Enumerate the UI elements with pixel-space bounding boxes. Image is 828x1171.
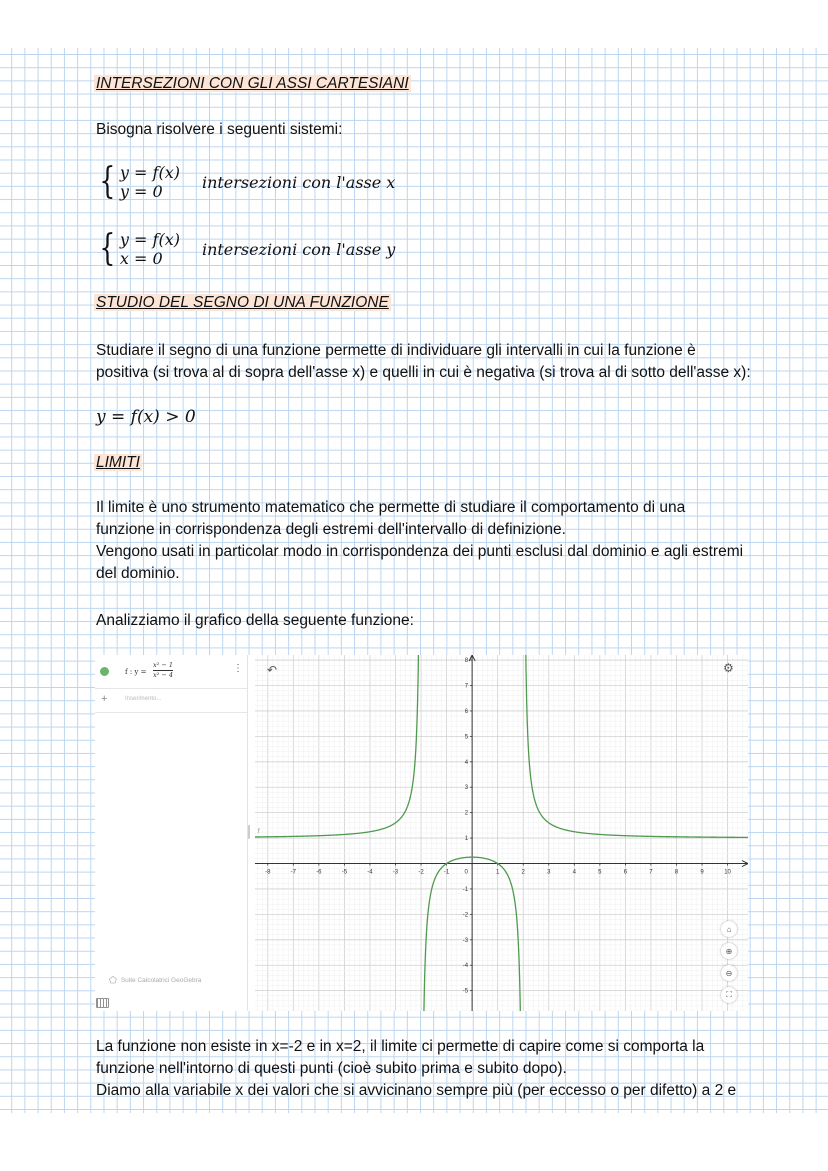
input-row[interactable]	[95, 688, 247, 713]
settings-gear-icon[interactable]: ⚙	[723, 661, 734, 675]
limits-paragraph-line3: Vengono usati in particolar modo in corrispondenza dei punti esclusi dal dominio e agli estremi	[96, 543, 744, 560]
y-tick-label: 2	[464, 810, 469, 817]
y-tick-label: 3	[464, 785, 469, 792]
x-tick-label: -8	[265, 869, 271, 876]
y-tick-label: -3	[462, 937, 469, 944]
system2-description: intersezioni con l'asse y	[201, 239, 396, 259]
intersections-intro: Bisogna risolvere i seguenti sistemi:	[96, 121, 343, 138]
x-tick-label: -5	[341, 869, 348, 876]
curve-label: f	[258, 828, 260, 835]
input-placeholder[interactable]: Inserimento...	[125, 696, 162, 702]
system1-description: intersezioni con l'asse x	[201, 172, 396, 192]
section-heading-intersections: INTERSEZIONI CON GLI ASSI CARTESIANI	[96, 75, 409, 92]
x-tick-label: 0	[464, 869, 468, 876]
geogebra-suite-link[interactable]	[109, 975, 201, 986]
x-tick-label: 7	[649, 869, 653, 876]
x-tick-label: 1	[495, 869, 500, 876]
x-tick-label: 8	[674, 869, 679, 876]
zoom-out-icon[interactable]: ⊖	[721, 965, 737, 981]
section-heading-sign: STUDIO DEL SEGNO DI UNA FUNZIONE	[96, 294, 389, 311]
x-tick-label: -7	[290, 869, 296, 876]
keyboard-icon[interactable]	[96, 998, 109, 1008]
curve-left-branch	[255, 655, 419, 837]
limits-paragraph-line2: funzione in corrispondenza degli estremi dell'intervallo di definizione.	[96, 521, 566, 538]
undo-icon[interactable]: ↶	[267, 663, 278, 677]
x-tick-label: 5	[598, 869, 602, 876]
x-tick-label: 2	[521, 869, 525, 876]
function-entry[interactable]	[95, 655, 247, 689]
geogebra-logo-icon: ⬠	[109, 975, 117, 985]
analyze-intro: Analizziamo il grafico della seguente funzione:	[96, 612, 414, 629]
after-paragraph-line3: Diamo alla variabile x dei valori che si avvicinano sempre più (per eccesso o per difetto) a 2 e	[96, 1082, 737, 1099]
after-paragraph-line2: funzione nell'intorno di questi punti (cioè subito prima e subito dopo).	[96, 1060, 567, 1077]
x-tick-label: -4	[367, 869, 373, 876]
system2-line1: y = f(x)	[119, 230, 180, 249]
y-tick-label: 7	[464, 683, 469, 690]
y-tick-label: 4	[464, 759, 469, 766]
zoom-in-icon[interactable]: ⊕	[721, 943, 737, 959]
limits-paragraph-line1: Il limite è uno strumento matematico che permette di studiare il comportamento di una	[96, 499, 686, 516]
visibility-toggle-dot[interactable]	[100, 667, 109, 676]
x-tick-label: 6	[623, 869, 628, 876]
sign-paragraph-line1: Studiare il segno di una funzione permette di individuare gli intervalli in cui la funzione è	[96, 342, 696, 359]
system-y-axis	[96, 230, 395, 268]
x-tick-label: 9	[700, 869, 704, 876]
sign-formula: y = f(x) > 0	[96, 407, 196, 427]
brace-symbol: {	[99, 161, 116, 202]
system-x-axis	[96, 163, 395, 201]
x-tick-label: -6	[316, 869, 322, 876]
y-tick-label: -2	[462, 912, 469, 919]
function-numerator: x² − 1	[153, 661, 173, 669]
brace-symbol: {	[99, 228, 116, 269]
y-tick-label: 6	[464, 708, 469, 715]
y-tick-label: 8	[464, 658, 469, 665]
x-tick-label: -3	[392, 869, 399, 876]
fullscreen-icon[interactable]: ⛶	[721, 987, 737, 1003]
add-icon[interactable]: +	[101, 693, 108, 705]
algebra-view	[95, 655, 248, 1011]
y-tick-label: -4	[462, 963, 469, 970]
x-tick-label: 3	[547, 869, 551, 876]
section-heading-limits: LIMITI	[96, 454, 140, 471]
y-tick-label: -1	[462, 886, 469, 893]
system2-line2: x = 0	[119, 249, 163, 268]
x-tick-label: 4	[572, 869, 576, 876]
more-vert-icon[interactable]: ⋮	[233, 663, 243, 674]
after-paragraph-line1: La funzione non esiste in x=-2 e in x=2, il limite ci permette di capire come si comporta la	[96, 1038, 705, 1055]
function-label: f : y =	[125, 668, 147, 676]
limits-paragraph-line4: del dominio.	[96, 565, 180, 582]
x-tick-label: 10	[724, 869, 731, 876]
geogebra-app	[95, 655, 748, 1011]
suite-label: Suite Calcolatrici GeoGebra	[120, 977, 202, 984]
x-tick-label: -2	[418, 869, 424, 876]
home-icon[interactable]: ⌂	[721, 921, 737, 937]
function-denominator: x² − 4	[153, 671, 173, 679]
x-tick-label: -1	[443, 869, 450, 876]
system1-line2: y = 0	[119, 182, 163, 201]
function-fraction	[153, 661, 173, 680]
panel-resize-handle[interactable]	[248, 825, 250, 839]
system1-line1: y = f(x)	[119, 163, 180, 182]
function-plot	[255, 655, 748, 1011]
graphics-view[interactable]	[255, 655, 748, 1011]
y-tick-label: -5	[462, 988, 469, 995]
y-tick-label: 5	[464, 734, 469, 741]
y-tick-label: 1	[464, 836, 469, 843]
sign-paragraph-line2: positiva (si trova al di sopra dell'asse x) e quelli in cui è negativa (si trova al di sotto dell'asse x):	[96, 364, 751, 381]
